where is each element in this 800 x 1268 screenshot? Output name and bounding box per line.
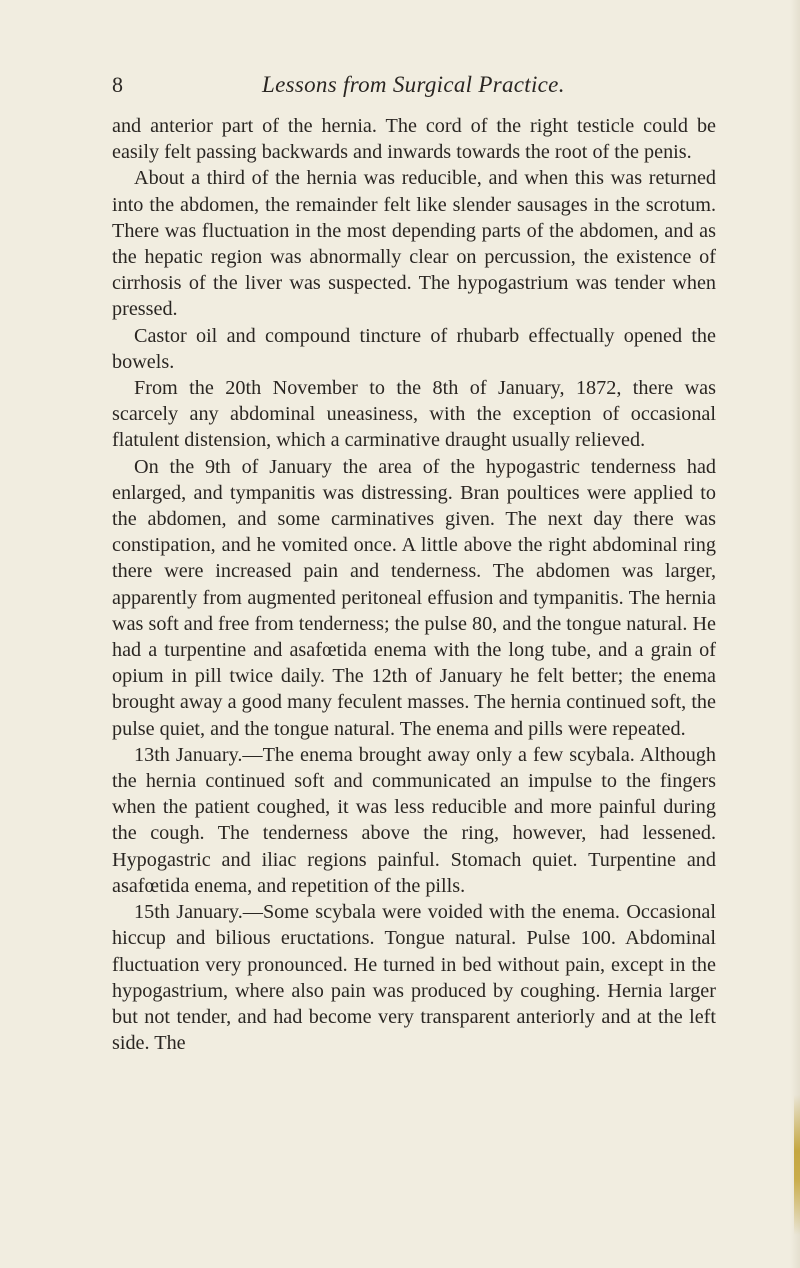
running-title: Lessons from Surgical Practice.: [262, 72, 565, 97]
paragraph-continued: and anterior part of the hernia. The cord of the right testicle could be easily felt passing backwards and inwards towards the root of the penis.: [112, 115, 716, 164]
body-text: [112, 113, 716, 1056]
page-edge-shadow: [790, 0, 800, 1268]
page-edge-stain: [794, 1095, 800, 1235]
page-number: 8: [112, 72, 123, 97]
paragraph-november-january: From the 20th November to the 8th of January, 1872, there was scarcely any abdominal uneasiness, with the exception of occasional flatulent distension, which a carminative draught usually relieved.: [112, 377, 716, 452]
paragraph-15th-january: 15th January.—Some scybala were voided with the enema. Occasional hiccup and bilious eructations. Tongue natural. Pulse 100. Abdominal fluctuation very pronounced. He turned in bed without pain, except in the hypogastrium, where also pain was produced by coughing. Hernia larger but not tender, and had become very transparent anteriorly and at the left side. The: [112, 901, 716, 1055]
paragraph-9th-january: On the 9th of January the area of the hypogastric tenderness had enlarged, and tympanitis was distressing. Bran poultices were applied to the abdomen, and some carminatives given. The next day there was constipation, and he vomited once. A little above the right abdominal ring there were increased pain and tenderness. The abdomen was larger, apparently from augmented peritoneal effusion and tympanitis. The hernia was soft and free from tenderness; the pulse 80, and the tongue natural. He had a turpentine and asafœtida enema with the long tube, and a grain of opium in pill twice daily. The 12th of January he felt better; the enema brought away a good many feculent masses. The hernia continued soft, the pulse quiet, and the tongue natural. The enema and pills were repeated.: [112, 455, 716, 740]
paragraph-castor-oil: Castor oil and compound tincture of rhubarb effectually opened the bowels.: [112, 324, 716, 373]
paragraph-13th-january: 13th January.—The enema brought away only a few scybala. Although the hernia continued soft and communicated an impulse to the fingers when the patient coughed, it was less reducible and more painful during the cough. The tenderness above the ring, however, had lessened. Hypogastric and iliac regions painful. Stomach quiet. Turpentine and asafœtida enema, and repetition of the pills.: [112, 743, 716, 897]
page-header: [112, 72, 712, 104]
paragraph-hernia-reducible: About a third of the hernia was reducible, and when this was returned into the abdomen, the remainder felt like slender sausages in the scrotum. There was fluctuation in the most depending parts of the abdomen, and as the hepatic region was abnormally clear on percussion, the existence of cirrhosis of the liver was suspected. The hypogastrium was tender when pressed.: [112, 167, 716, 321]
